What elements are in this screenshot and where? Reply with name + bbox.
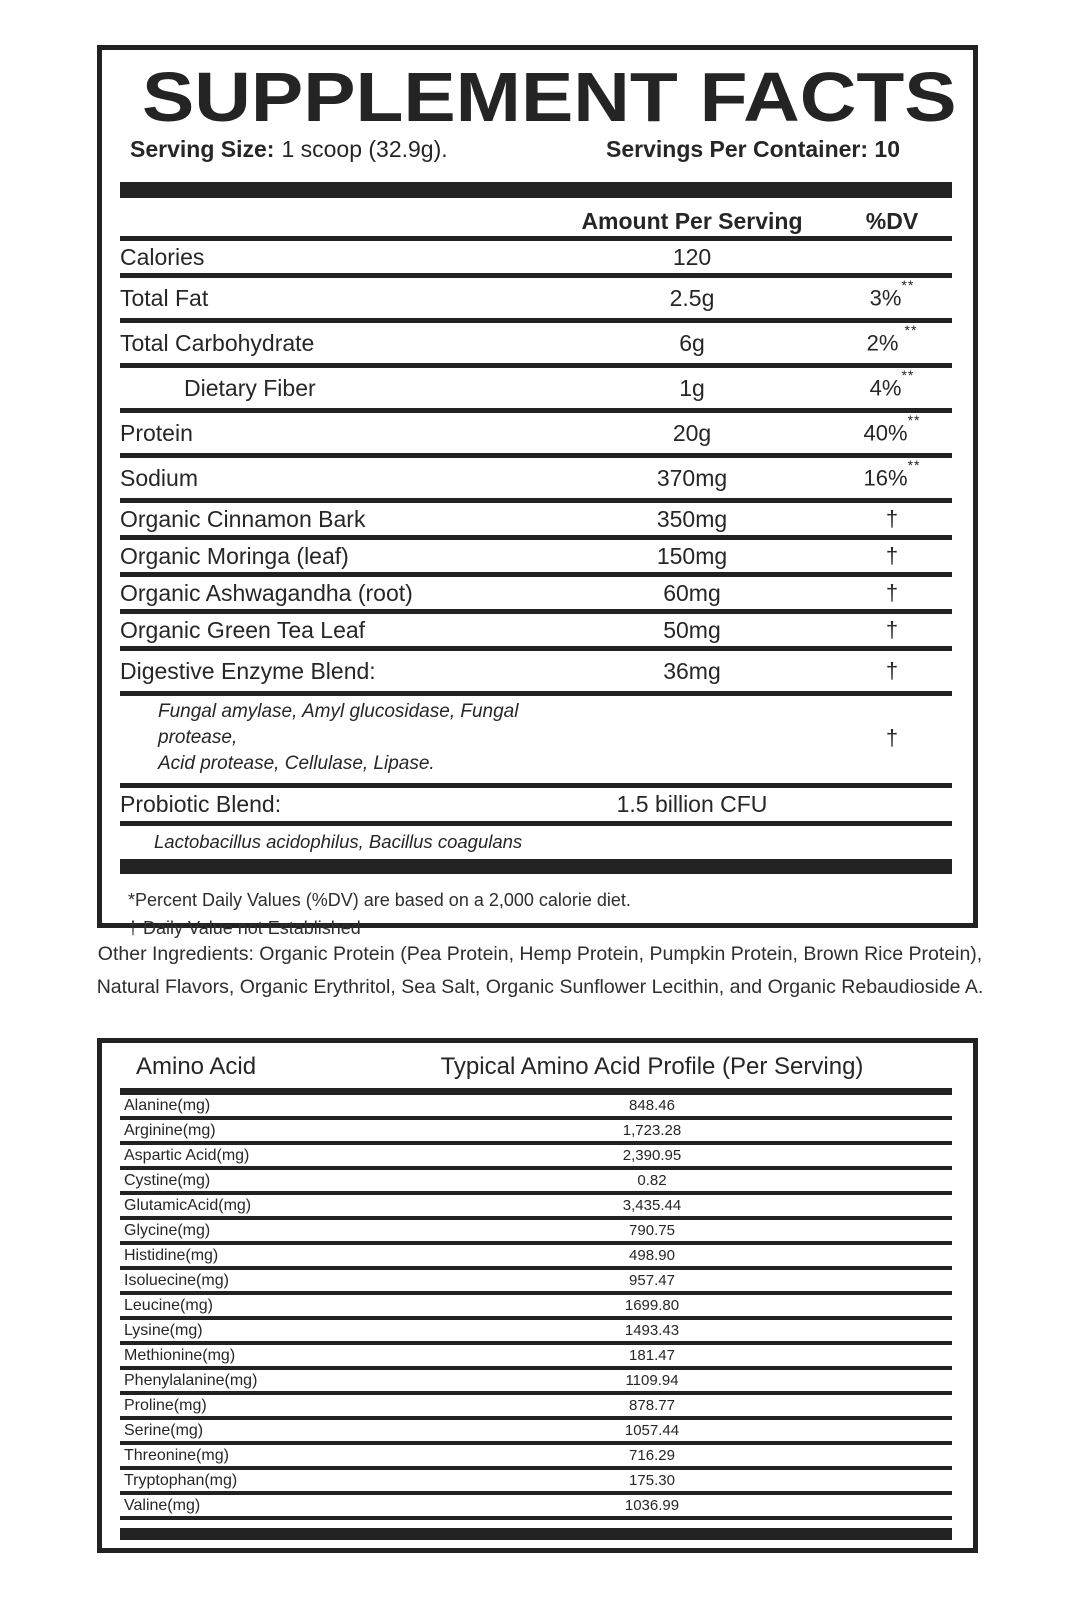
- fact-row-amount: 150mg: [656, 542, 728, 569]
- fact-row: [120, 503, 952, 540]
- amino-row: [120, 1395, 952, 1420]
- fact-row-dv: 16%**: [863, 457, 921, 491]
- amino-row-value: 181.47: [629, 1347, 675, 1364]
- facts-rows: [120, 241, 952, 859]
- amino-row-value: 716.29: [629, 1447, 675, 1464]
- fact-row-label-line: Acid protease, Cellulase, Lipase.: [158, 753, 435, 774]
- amino-row-label: Phenylalanine(mg): [124, 1372, 258, 1389]
- amino-row-label: Arginine(mg): [124, 1122, 216, 1139]
- amount-per-serving-header: Amount Per Serving: [581, 208, 803, 234]
- servings-per-container: Servings Per Container: 10: [606, 136, 900, 162]
- fact-row-label: Probiotic Blend:: [120, 790, 282, 817]
- dv-superscript: **: [904, 322, 918, 339]
- dv-superscript: **: [901, 277, 915, 294]
- amino-row-label: Threonine(mg): [124, 1447, 229, 1464]
- amino-header-rule: [120, 1088, 952, 1095]
- amino-row: [120, 1095, 952, 1120]
- amino-row: [120, 1445, 952, 1470]
- fact-row-label: Calories: [120, 243, 205, 270]
- dv-superscript: **: [901, 367, 915, 384]
- amino-row-value: 2,390.95: [622, 1147, 682, 1164]
- separator-bar-top: [120, 182, 952, 198]
- amino-row-label: Histidine(mg): [124, 1247, 219, 1264]
- serving-size-value: 1 scoop (32.9g).: [281, 136, 448, 162]
- amino-row-label: Alanine(mg): [124, 1097, 211, 1114]
- amino-row: [120, 1270, 952, 1295]
- fact-row: [120, 577, 952, 614]
- amino-row: [120, 1420, 952, 1445]
- dv-superscript: **: [907, 457, 921, 474]
- amino-row: [120, 1220, 952, 1245]
- amino-row: [120, 1295, 952, 1320]
- fact-row-label: Organic Ashwagandha (root): [120, 579, 413, 606]
- fact-row-dv: 4%**: [869, 367, 915, 401]
- fact-row-dv: †: [885, 617, 899, 642]
- fact-row: [120, 368, 952, 413]
- fact-row-label: [120, 699, 552, 777]
- fact-row-amount: 6g: [679, 329, 705, 356]
- fact-row: [120, 540, 952, 577]
- amino-acid-column-header: Amino Acid: [136, 1053, 257, 1080]
- amino-row-value: 3,435.44: [622, 1197, 682, 1214]
- amino-row: [120, 1370, 952, 1395]
- dv-superscript: **: [907, 412, 921, 429]
- amino-acid-panel: [97, 1038, 978, 1553]
- facts-table-header: [120, 198, 952, 241]
- amino-row-label: Methionine(mg): [124, 1347, 236, 1364]
- amino-row-value: 957.47: [629, 1272, 675, 1289]
- serving-info-row: [130, 134, 952, 164]
- fact-row-amount: 370mg: [656, 464, 728, 491]
- fact-row-amount: 120: [672, 243, 712, 270]
- fact-row-amount: 2.5g: [669, 284, 715, 311]
- amino-row-label: Isoluecine(mg): [124, 1272, 229, 1289]
- footnote-dv: *Percent Daily Values (%DV) are based on a 2,000 calorie diet.: [128, 890, 631, 910]
- fact-row-label: Organic Cinnamon Bark: [120, 505, 366, 532]
- amino-row-value: 175.30: [629, 1472, 675, 1489]
- amino-row-label: Valine(mg): [124, 1497, 201, 1514]
- footnote-dagger: † Daily Value not Established: [128, 918, 361, 938]
- fact-row-dv: †: [885, 580, 899, 605]
- fact-row-label: Organic Green Tea Leaf: [120, 616, 366, 643]
- fact-row: [120, 323, 952, 368]
- fact-row-label: Organic Moringa (leaf): [120, 542, 349, 569]
- fact-row-label: Sodium: [120, 464, 198, 491]
- fact-row-label: Lactobacillus acidophilus, Bacillus coagulans: [154, 831, 523, 852]
- amino-row-value: 1109.94: [625, 1372, 679, 1389]
- dv-header: %DV: [865, 208, 919, 234]
- amino-table-header: [120, 1043, 952, 1088]
- amino-row-label: Serine(mg): [124, 1422, 204, 1439]
- amino-row: [120, 1170, 952, 1195]
- amino-row-value: 1699.80: [624, 1297, 680, 1314]
- amino-bottom-bar: [120, 1528, 952, 1540]
- fact-row-dv: †: [885, 506, 899, 531]
- supplement-facts-panel: [97, 45, 978, 938]
- amino-row-value: 1057.44: [624, 1422, 680, 1439]
- amino-row: [120, 1145, 952, 1170]
- amino-row-value: 1,723.28: [622, 1122, 682, 1139]
- fact-row: [120, 826, 952, 859]
- amino-row-value: 1493.43: [624, 1322, 680, 1339]
- serving-size-label: Serving Size:: [130, 136, 275, 162]
- amino-row: [120, 1120, 952, 1145]
- amino-row: [120, 1245, 952, 1270]
- fact-row: [120, 788, 952, 826]
- amino-row-label: Cystine(mg): [124, 1172, 211, 1189]
- fact-row: [120, 614, 952, 651]
- fact-row: [120, 241, 952, 278]
- fact-row-label: Total Fat: [120, 284, 209, 311]
- fact-row: [120, 278, 952, 323]
- amino-row-value: 498.90: [629, 1247, 675, 1264]
- fact-row-label: Digestive Enzyme Blend:: [120, 657, 376, 684]
- fact-row: [120, 651, 952, 696]
- fact-row: [120, 458, 952, 503]
- amino-row-value: 790.75: [629, 1222, 675, 1239]
- amino-row-label: Aspartic Acid(mg): [124, 1147, 250, 1164]
- fact-row-amount: 60mg: [663, 579, 721, 606]
- fact-row-label: Total Carbohydrate: [120, 329, 315, 356]
- amino-row: [120, 1195, 952, 1220]
- amino-row: [120, 1345, 952, 1370]
- amino-row-label: GlutamicAcid(mg): [124, 1197, 252, 1214]
- fact-row-dv: 2% **: [866, 322, 918, 356]
- fact-row-amount: 50mg: [663, 616, 721, 643]
- other-ingredients: [0, 938, 1080, 1004]
- fact-row-label: Dietary Fiber: [184, 374, 316, 401]
- fact-row-dv: 3%**: [869, 277, 915, 311]
- fact-row-amount: 1.5 billion CFU: [616, 790, 768, 817]
- amino-row-label: Lysine(mg): [124, 1322, 203, 1339]
- fact-row-amount: 20g: [672, 419, 712, 446]
- fact-row-amount: 350mg: [656, 505, 728, 532]
- other-ingredients-line2: Natural Flavors, Organic Erythritol, Sea Salt, Organic Sunflower Lecithin, and Organic Rebaudioside A.: [96, 976, 984, 998]
- fact-row-dv: 40%**: [863, 412, 921, 446]
- fact-row-amount: 1g: [679, 374, 705, 401]
- fact-row-dv: †: [885, 658, 899, 683]
- amino-row-value: 0.82: [637, 1172, 667, 1189]
- amino-row-value: 878.77: [629, 1397, 675, 1414]
- fact-row-label-line: Fungal amylase, Amyl glucosidase, Fungal protease,: [158, 701, 519, 748]
- fact-row-label: Protein: [120, 419, 193, 446]
- amino-row-value: 848.46: [629, 1097, 675, 1114]
- fact-row-dv: †: [885, 725, 899, 750]
- amino-row-label: Proline(mg): [124, 1397, 207, 1414]
- amino-row: [120, 1470, 952, 1495]
- amino-row: [120, 1320, 952, 1345]
- amino-row-label: Glycine(mg): [124, 1222, 211, 1239]
- fact-row: [120, 696, 952, 788]
- panel-title: SUPPLEMENT FACTS: [142, 58, 957, 136]
- amino-row-label: Leucine(mg): [124, 1297, 213, 1314]
- fact-row-amount: 36mg: [663, 657, 721, 684]
- other-ingredients-line1: Other Ingredients: Organic Protein (Pea Protein, Hemp Protein, Pumpkin Protein, Brown Rice Protein),: [97, 943, 983, 965]
- separator-bar-bottom: [120, 859, 952, 874]
- amino-profile-column-header: Typical Amino Acid Profile (Per Serving): [440, 1053, 864, 1080]
- serving-size: [130, 134, 448, 164]
- amino-row-value: 1036.99: [624, 1497, 680, 1514]
- amino-row-label: Tryptophan(mg): [124, 1472, 238, 1489]
- amino-rows: [120, 1095, 952, 1520]
- fact-row: [120, 413, 952, 458]
- amino-row: [120, 1495, 952, 1520]
- footnotes: [120, 874, 952, 942]
- fact-row-dv: †: [885, 543, 899, 568]
